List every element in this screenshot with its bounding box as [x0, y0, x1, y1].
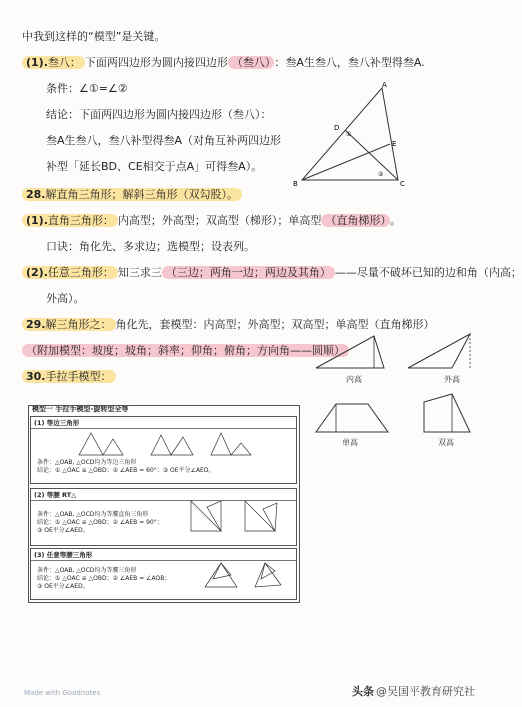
caption-waigao: 外高: [444, 375, 460, 384]
mark-angle-2: ②: [378, 171, 384, 178]
shuanggao-shape: [424, 394, 470, 432]
triangle-figure: [290, 80, 410, 188]
dangao-trapezoid: [316, 404, 388, 432]
waigao-triangle: [408, 334, 470, 368]
section-isosceles-right-conclusion-2: ③ OE平分∠AED。: [37, 527, 89, 534]
section-equilateral-condition: 条件：△OAB, △OCD均为等边三角形: [37, 459, 137, 466]
item1-text: 下面两四边形为圆内接四边形: [84, 56, 228, 69]
item1-conclusion-1: 结论：下面两四边形为圆内接四边形（叁八）：: [46, 108, 272, 121]
right-triangle-end: 。: [389, 214, 401, 227]
waigao-line: 外高）。: [46, 292, 85, 305]
fujia-highlight: （附加模型：坡度；坡角；斜率；仰角；俯角；方向角——圆顺）: [22, 344, 349, 357]
segment-be: [302, 144, 390, 180]
section-any-isosceles-condition: 条件：△OAB, △OCD均为等腰三角形: [37, 567, 137, 574]
any-triangle-highlight: （三边；两角一边；两边及其角）: [162, 266, 335, 279]
item-any-triangle: [22, 266, 522, 280]
section-isosceles-right-figures: [187, 497, 287, 537]
any-triangle-text2: ——尽量不破坏已知的边和角（内高；: [334, 266, 522, 279]
label-c: C: [400, 180, 405, 188]
fujia-line: [22, 344, 349, 358]
intro-line: 中我到这样的“模型”是关键。: [22, 30, 166, 43]
section-isosceles-right-conclusion-1: 结论：① △OAC ≌ △OBD；② ∠AEB = 90°；: [37, 519, 163, 526]
label-e: E: [392, 140, 397, 148]
goodnotes-watermark: Made with Goodnotes: [24, 689, 101, 697]
brand-signature: [352, 683, 475, 699]
item1-conclusion-3: 补型「延长BD、CE相交于点A」可得叁A）。: [46, 160, 263, 173]
segment-cd: [345, 130, 398, 180]
item28-line: [22, 188, 242, 202]
label-d: D: [334, 124, 340, 132]
section-any-isosceles-conclusion-1: 结论：① △OAC ≌ △OBD；② ∠AEB = ∠AOB；: [37, 575, 171, 582]
right-triangle-label: (1).直角三角形：: [22, 214, 118, 227]
section-equilateral-conclusion: 结论：① △OAC ≌ △OBD；② ∠AEB = 60°；③ OE平分∠AED。: [37, 467, 215, 474]
section-isosceles-right-condition: 条件：△OAB, △OCD均为等腰直角三角形: [37, 511, 149, 518]
section-equilateral-figures: [31, 429, 296, 459]
brand-logo: 头条: [352, 685, 374, 698]
section-any-isosceles-conclusion-2: ③ OE平分∠AED。: [37, 583, 89, 590]
caption-neigao: 内高: [346, 375, 362, 384]
item30-label: 30.手拉手模型：: [22, 370, 116, 383]
brand-text: @吴国平教育研究社: [376, 685, 475, 698]
section-any-isosceles: [30, 548, 297, 600]
item1-text2: ：叁A生叁八，叁八补型得叁A.: [274, 56, 425, 69]
item-right-triangle: [22, 214, 401, 228]
koujue-line: 口诀：角化先、多求边；选模型；设表列。: [46, 240, 255, 253]
any-triangle-label: (2).任意三角形：: [22, 266, 118, 279]
item1-condition: 条件：∠①=∠②: [46, 82, 128, 95]
label-b: B: [293, 180, 298, 188]
right-triangle-highlight: （直角梯形）: [321, 214, 390, 227]
item1-label: (1).叁八：: [22, 56, 85, 69]
any-triangle-text: 知三求三: [117, 266, 162, 279]
caption-dangao: 单高: [342, 438, 358, 447]
section-isosceles-right-title: (2) 等腰 RT△: [31, 489, 296, 501]
item1-conclusion-2: 叁A生叁八，叁八补型得叁A（对角互补两四边形: [46, 134, 282, 147]
mark-angle-1: ①: [346, 131, 352, 138]
section-isosceles-right: [30, 488, 297, 546]
item28-highlight: 28.解直角三角形；解斜三角形（双勾股）。: [22, 188, 242, 201]
label-a: A: [382, 81, 387, 89]
section-any-isosceles-figures: [201, 557, 291, 593]
item29-line: [22, 318, 435, 332]
caption-shuanggao: 双高: [438, 438, 454, 447]
item1-highlight: （叁八）: [228, 56, 275, 69]
section-equilateral-title: (1) 等边三角形: [31, 417, 296, 429]
section-equilateral: [30, 416, 297, 484]
height-models-figure: [312, 332, 472, 442]
item29-text: 角化先，套模型：内高型；外高型；双高型；单高型（直角梯形）: [115, 318, 435, 331]
model-box-title: 模型一 手拉手模型-旋转型全等: [32, 405, 129, 413]
item30-line: [22, 370, 116, 384]
item29-label: 29.解三角形之：: [22, 318, 116, 331]
item1-line: [22, 56, 425, 70]
section-any-isosceles-title: (3) 任意等腰三角形: [31, 549, 296, 561]
right-triangle-text: 内高型；外高型；双高型（梯形）；单高型: [117, 214, 322, 227]
